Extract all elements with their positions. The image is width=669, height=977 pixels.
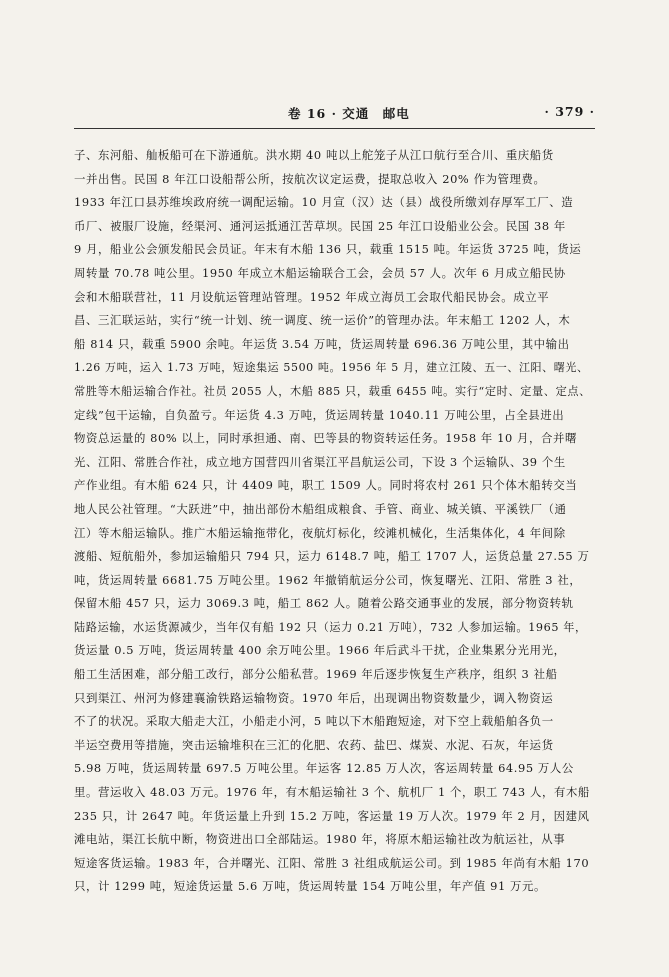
- text-line: 5.98 万吨，货运周转量 697.5 万吨公里。年运客 12.85 万人次，客运周转量 64.95 万人公: [74, 761, 574, 776]
- text-line: 1.26 万吨，运入 1.73 万吨，短途集运 5500 吨。1956 年 5 月，建立江陵、五一、江阳、曙光、: [74, 361, 589, 375]
- text-line: 保留木船 457 只，运力 3069.3 吨，船工 862 人。随着公路交通事业的发展，部分物资转轨: [74, 596, 574, 611]
- text-line: 船 814 只，载重 5900 余吨。年运货 3.54 万吨，货运周转量 696.36 万吨公里，其中输出: [74, 336, 570, 351]
- text-line: 里。营运收入 48.03 万元。1976 年，有木船运输社 3 个、航机厂 1 个，职工 743 人，有木船: [74, 785, 590, 800]
- text-line: 一并出售。民国 8 年江口设船帮公所，按航次议定运费，提取总收入 20% 作为管理费。: [74, 171, 546, 186]
- text-line: 常胜等木船运输合作社。社员 2055 人，木船 885 只，载重 6455 吨。实行“定时、定量、定点、: [74, 384, 591, 398]
- text-line: 币厂、被服厂设施，经渠河、通河运抵通江苦草坝。民国 25 年江口设船业公会。民国 38 年: [74, 218, 566, 233]
- text-line: 光、江阳、常胜合作社，成立地方国营四川省渠江平昌航运公司，下设 3 个运输队、39 个生: [74, 454, 566, 469]
- text-line: 子、东河船、舢板船可在下游通航。洪水期 40 吨以上舵笼子从江口航行至合川、重庆船货: [74, 148, 554, 162]
- body-text: [74, 144, 595, 899]
- page-header: [74, 104, 595, 126]
- header-rule: [74, 128, 595, 129]
- text-line: 只到渠江、州河为修建襄渝铁路运输物资。1970 年后，出现调出物资数量少，调入物资运: [74, 690, 554, 705]
- text-line: 会和木船联营社，11 月设航运管理站管理。1952 年成立海员工会取代船民协会。成立平: [74, 289, 550, 304]
- text-line: 物资总运量的 80% 以上，同时承担通、南、巴等县的物资转运任务。1958 年 10 月，合并曙: [74, 431, 577, 446]
- text-line: 周转量 70.78 吨公里。1950 年成立木船运输联合工会，会员 57 人。次年 6 月成立船民协: [74, 265, 566, 280]
- text-line: 定线”包干运输，自负盈亏。年运货 4.3 万吨，货运周转量 1040.11 万吨公里，占全县进出: [74, 407, 565, 422]
- text-line: 船工生活困难，部分船工改行，部分公船私营。1969 年后逐步恢复生产秩序，组织 3 社船: [74, 667, 558, 682]
- text-line: 江）等木船运输队。推广木船运输拖带化，夜航灯标化，绞滩机械化，生活集体化，4 年间除: [74, 525, 566, 540]
- text-line: 货运量 0.5 万吨，货运周转量 400 余万吨公里。1966 年后武斗干扰，企业集累分光用光，: [74, 643, 566, 658]
- text-line: 只，计 1299 吨，短途货运量 5.6 万吨，货运周转量 154 万吨公里，年产值 91 万元。: [74, 879, 547, 894]
- text-line: 陆路运输，水运货源减少，当年仅有船 192 只（运力 0.21 万吨），732 人参加运输。1965 年，: [74, 620, 587, 634]
- text-line: 昌、三汇联运站，实行“统一计划、统一调度、统一运价”的管理办法。年末船工 1202 人，木: [74, 313, 571, 328]
- text-line: 半运空费用等措施，突击运输堆积在三汇的化肥、农药、盐巴、煤炭、水泥、石灰，年运货: [74, 737, 554, 752]
- text-line: 不了的状况。采取大船走大江，小船走小河，5 吨以下木船跑短途，对下空上载船舶各负一: [74, 714, 554, 729]
- text-line: 滩电站，渠江长航中断，物资进出口全部陆运。1980 年，将原木船运输社改为航运社，从事: [74, 832, 566, 847]
- text-line: 产作业组。有木船 624 只，计 4409 吨，职工 1509 人。同时将农村 261 只个体木船转交当: [74, 478, 578, 493]
- text-line: 235 只，计 2647 吨。年货运量上升到 15.2 万吨，客运量 19 万人次。1979 年 2 月，因建风: [74, 808, 590, 823]
- text-line: 短途客货运输。1983 年，合并曙光、江阳、常胜 3 社组成航运公司。到 1985 年尚有木船 170: [74, 855, 590, 870]
- text-line: 1933 年江口县苏维埃政府统一调配运输。10 月宣（汉）达（县）战役所缴刘存厚军工厂、造: [74, 195, 574, 210]
- text-line: 吨，货运周转量 6681.75 万吨公里。1962 年撤销航运分公司，恢复曙光、江阳、常胜 3 社，: [74, 572, 582, 587]
- page-number: · 379 ·: [544, 104, 595, 119]
- text-line: 地人民公社管理。“大跃进”中，抽出部份木船组成粮食、手管、商业、城关镇、平溪铁厂（通: [74, 501, 567, 516]
- text-line: 9 月，船业公会颁发船民会员证。年末有木船 136 只，载重 1515 吨。年运货 3725 吨，货运: [74, 242, 582, 257]
- section-title: 卷 16 · 交通 邮电: [288, 106, 410, 121]
- text-line: 渡船、短航船外，参加运输船只 794 只，运力 6148.7 吨，船工 1707 人，运货总量 27.55 万: [74, 549, 590, 564]
